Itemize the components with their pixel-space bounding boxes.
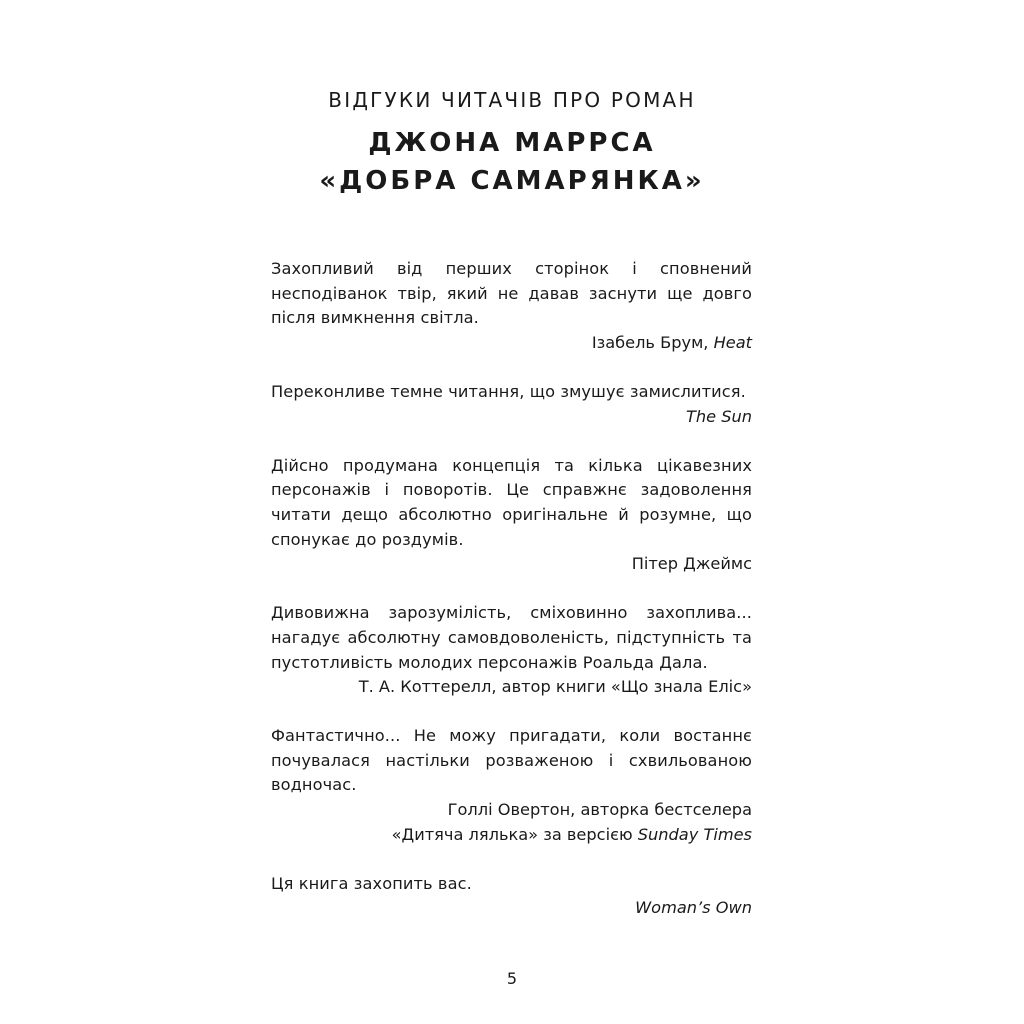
page-number: 5 xyxy=(506,969,518,988)
review-source-author: «Дитяча лялька» за версією xyxy=(391,824,638,844)
review-item xyxy=(271,454,752,577)
review-item xyxy=(271,601,752,699)
review-item xyxy=(271,257,752,355)
review-text: Захопливий від перших сторінок і сповнений несподіванок твір, який не давав заснути ще довго після вимкнення світла. xyxy=(271,259,752,328)
review-item xyxy=(271,380,752,429)
page-subtitle: ВІДГУКИ ЧИТАЧІВ ПРО РОМАН xyxy=(328,88,696,112)
review-item xyxy=(271,872,752,921)
review-source-publication: The Sun xyxy=(685,406,752,426)
review-source-publication: Sunday Times xyxy=(637,824,752,844)
review-text: Дивовижна зарозумілість, сміховинно захоплива... нагадує абсолютну самовдоволеність, підступність та пустотливість молодих персонажів Роальда Дала. xyxy=(271,603,752,672)
review-source-author: Пітер Джеймс xyxy=(631,554,752,574)
review-source-publication: Heat xyxy=(713,332,752,352)
review-source-author: Ізабель Брум, xyxy=(591,332,714,352)
review-text: Ця книга захопить вас. xyxy=(271,873,472,893)
review-item xyxy=(271,724,752,847)
review-source xyxy=(271,798,752,823)
review-source xyxy=(271,896,752,921)
review-source xyxy=(271,405,752,430)
review-text: Фантастично... Не можу пригадати, коли востаннє почувалася настільки розваженою і схвильованою водночас. xyxy=(271,726,752,795)
review-text: Дійсно продумана концепція та кілька цікавезних персонажів і поворотів. Це справжнє задоволення читати дещо абсолютно оригінальне й розумне, що спонукає до роздумів. xyxy=(271,455,752,549)
review-source xyxy=(271,552,752,577)
review-source xyxy=(271,331,752,356)
review-source xyxy=(271,823,752,848)
review-text: Переконливе темне читання, що змушує замислитися. xyxy=(271,381,746,401)
reviews-list xyxy=(271,257,752,946)
review-source-publication: Woman’s Own xyxy=(635,898,752,918)
review-source-author: Голлі Овертон, авторка бестселера xyxy=(447,800,752,820)
review-source xyxy=(271,675,752,700)
review-source-author: Т. А. Коттерелл, автор книги «Що знала Еліс» xyxy=(358,677,752,697)
page-title-line-1: ДЖОНА МАРРСА xyxy=(368,128,656,158)
page-title-line-2: «ДОБРА САМАРЯНКА» xyxy=(319,166,705,196)
page-title xyxy=(0,124,1024,200)
